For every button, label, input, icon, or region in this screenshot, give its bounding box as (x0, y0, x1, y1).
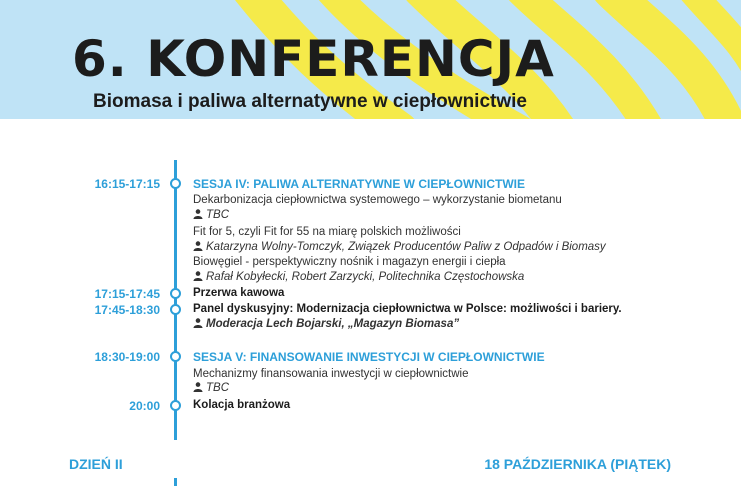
person-icon (193, 271, 203, 281)
break-title: Przerwa kawowa (193, 287, 285, 299)
time-dinner: 20:00 (129, 399, 160, 413)
talk-speaker (193, 209, 229, 221)
time-session4: 16:15-17:15 (94, 177, 160, 191)
person-icon (193, 382, 203, 392)
timeline-dot (170, 288, 181, 299)
timeline-dot (170, 351, 181, 362)
talk-title: Biowęgiel - perspektywiczny nośnik i magazyn energii i ciepła (193, 256, 506, 268)
timeline-dot (170, 304, 181, 315)
talk-speaker (193, 382, 229, 394)
time-session5: 18:30-19:00 (94, 350, 160, 364)
day-label: DZIEŃ II (69, 456, 123, 472)
time-break: 17:15-17:45 (94, 287, 160, 301)
speaker-name: Rafał Kobyłecki, Robert Zarzycki, Politechnika Częstochowska (206, 271, 525, 283)
timeline-dot (170, 178, 181, 189)
person-icon (193, 241, 203, 251)
talk-title: Fit for 5, czyli Fit for 55 na miarę polskich możliwości (193, 226, 461, 238)
talk-title: Dekarbonizacja ciepłownictwa systemowego – wykorzystanie biometanu (193, 194, 562, 206)
panel-moderator (193, 318, 459, 330)
talk-speaker (193, 271, 524, 283)
moderator-name: Moderacja Lech Bojarski, „Magazyn Biomasa” (206, 318, 460, 330)
session4-title: SESJA IV: PALIWA ALTERNATYWNE W CIEPŁOWNICTWIE (193, 177, 525, 191)
talk-speaker (193, 241, 606, 253)
session5-title: SESJA V: FINANSOWANIE INWESTYCJI W CIEPŁOWNICTWIE (193, 350, 545, 364)
conference-title: 6. KONFERENCJA (72, 30, 555, 88)
dinner-title: Kolacja branżowa (193, 399, 291, 411)
panel-title: Panel dyskusyjny: Modernizacja ciepłownictwa w Polsce: możliwości i bariery. (193, 303, 622, 315)
person-icon (193, 318, 203, 328)
speaker-name: TBC (206, 382, 229, 394)
timeline-dot (170, 400, 181, 411)
day-date: 18 PAŹDZIERNIKA (PIĄTEK) (484, 456, 671, 472)
talk-title: Mechanizmy finansowania inwestycji w ciepłownictwie (193, 368, 469, 380)
timeline-line (174, 160, 177, 440)
speaker-name: Katarzyna Wolny-Tomczyk, Związek Producentów Paliw z Odpadów i Biomasy (206, 241, 606, 253)
conference-subtitle: Biomasa i paliwa alternatywne w ciepłownictwie (93, 91, 527, 112)
person-icon (193, 209, 203, 219)
time-panel: 17:45-18:30 (94, 303, 160, 317)
header-banner (0, 0, 741, 119)
speaker-name: TBC (206, 209, 229, 221)
timeline-line-continuation (174, 478, 177, 486)
